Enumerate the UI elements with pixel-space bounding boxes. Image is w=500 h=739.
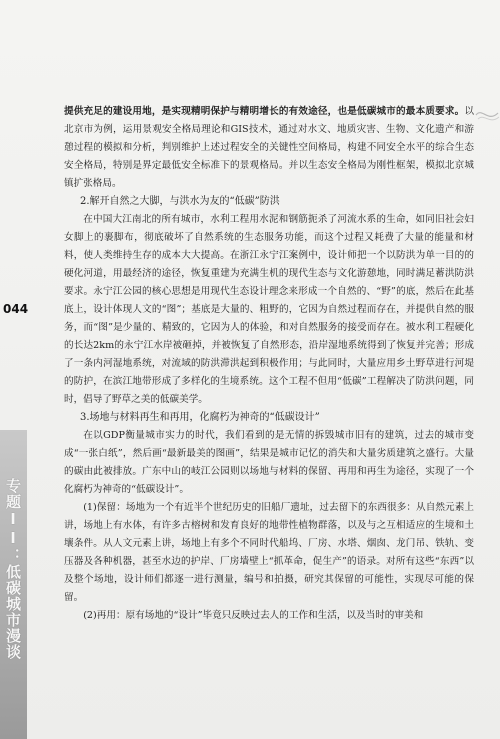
list-item-retain: (1)保留：场地为一个有近半个世纪历史的旧船厂遗址，过去留下的东西很多：从自然元素上讲，场地上有水体，有许多古榕树和发育良好的地带性植物群落，以及与之互相适应的生境和土壤条件。从人文元素上讲，场地上有多个不同时代船坞、厂房、水塔、烟囱、龙门吊、铁轨、变压器及各种机器，甚至水边的护岸、厂房墙壁上“抓革命，促生产”的语录。对所有这些“东西”以及整个场地，设计师们都逐一进行测量，编号和拍摄，研究其保留的可能性，实现尽可能的保留。 <box>64 502 474 603</box>
section-heading-2: 2.解开自然之大脚，与洪水为友的“低碳”防洪 <box>80 196 280 207</box>
chapter-title: 专题II：低碳城市漫谈 <box>4 478 22 660</box>
page-number: 044 <box>3 302 29 316</box>
lead-rest-text: 以北京市为例，运用景观安全格局理论和GIS技术，通过对水文、地质灾害、生物、文化遗产和游憩过程的模拟和分析，判别维护上述过程安全的关键性空间格局，构建不同安全水平的综合生态安全格局，特别是界定最低安全标准下的景观格局。并以生态安全格局为刚性框架，模拟北京城镇扩张格局。 <box>64 106 474 189</box>
lead-bold-text: 提供充足的建设用地，是实现精明保护与精明增长的有效途径，也是低碳城市的最本质要求。 <box>64 106 465 117</box>
section-3-paragraph: 在以GDP衡量城市实力的时代，我们看到的是无情的拆毁城市旧有的建筑，过去的城市变成“一张白纸”，然后画“最新最美的图画”，结果是城市记忆的消失和大量劣质建筑之盛行。大量的碳由此被排放。广东中山的岐江公园则以场地与材料的保留、再用和再生为途径，实现了一个化腐朽为神奇的“低碳设计”。 <box>64 430 474 495</box>
list-item-reuse: (2)再用：原有场地的“设计”毕竟只反映过去人的工作和生活，以及当时的审美和 <box>83 610 424 621</box>
section-heading-3: 3.场地与材料再生和再用，化腐朽为神奇的“低碳设计” <box>80 412 320 423</box>
decorative-swirl-icon <box>474 103 500 127</box>
lead-paragraph <box>64 103 474 193</box>
section-2-paragraph: 在中国大江南北的所有城市，水利工程用水泥和钢筋扼杀了河流水系的生命，如同旧社会妇女脚上的裹脚布，彻底破坏了自然系统的生态服务功能，而这个过程又耗费了大量的能量和材料，使人类维持生存的成本大大提高。在浙江永宁江案例中，设计师把一个以防洪为单一目的的硬化河道，用最经济的途径，恢复重建为充满生机的现代生态与文化游憩地，同时满足蓄洪防洪要求。永宁江公园的核心思想是用现代生态设计理念来形成一个自然的、“野”的底，然后在此基底上，设计体现人文的“图”；基底是大量的、粗野的，它因为自然过程而存在，并提供自然的服务，而“图”是少量的、精致的，它因为人的体验，和对自然服务的接受而存在。被水利工程硬化的长达2km的永宁江水岸被砸掉，并被恢复了自然形态，沿岸湿地系统得到了恢复并完善；形成了一条内河湿地系统，对流域的防洪滞洪起到积极作用；与此同时，大量应用乡土野草进行河堤的防护，在滨江地带形成了多样化的生境系统。这个工程不但用“低碳”工程解决了防洪问题，同时，倡导了野草之美的低碳美学。 <box>64 214 474 405</box>
body-text <box>64 103 474 625</box>
